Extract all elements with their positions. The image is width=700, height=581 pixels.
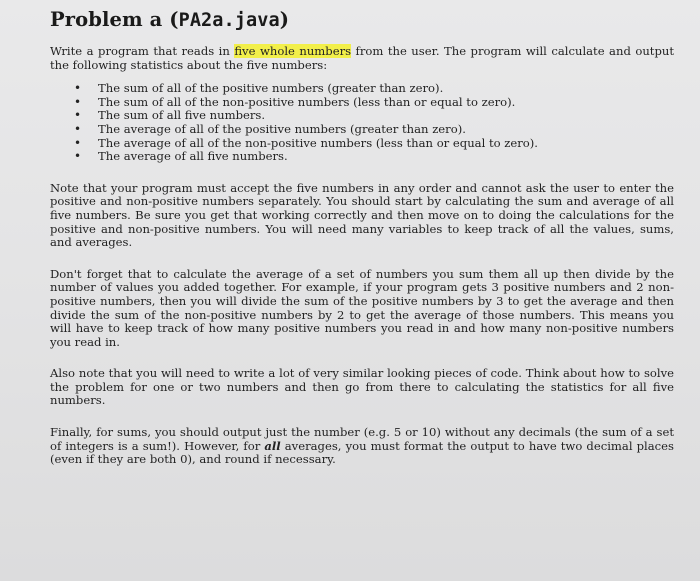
bullet-icon: • — [74, 135, 82, 150]
title-suffix: ) — [279, 8, 290, 31]
finally-paragraph — [50, 426, 674, 467]
list-item-text: The average of all of the positive numbers (greater than zero). — [98, 121, 466, 136]
bullet-icon: • — [74, 149, 82, 164]
also-note-paragraph: Also note that you will need to write a lot of very similar looking pieces of code. Think about how to solve the problem for one or two numbers and then go from there to calculating the statistics for all five numbers. — [50, 366, 674, 408]
finally-emphasis: all — [264, 438, 281, 453]
intro-before: Write a program that reads in — [50, 44, 235, 58]
bullet-icon: • — [74, 81, 82, 96]
statistics-list — [50, 82, 674, 164]
finally-before: Finally, for sums, you should output just the number (e.g. 5 or 10) without any decimals (the sum of a set of integers is a sum!). However, for — [50, 425, 674, 453]
list-item-text: The average of all five numbers. — [98, 149, 288, 164]
list-item — [74, 135, 674, 151]
intro-after: from the user. The program will calculate and output the following statistics about the five numbers: — [50, 44, 674, 72]
title-prefix: Problem a ( — [50, 8, 179, 31]
note-paragraph: Note that your program must accept the five numbers in any order and cannot ask the user to enter the positive and non-positive numbers separately. You should start by calculating the sum and average of all five numbers. Be sure you get that working correctly and then move on to doing the calculations for the positive and non-positive numbers. You will need many variables to keep track of all the values, sums, and averages. — [50, 180, 674, 250]
list-item — [74, 121, 674, 137]
list-item-text: The sum of all of the non-positive numbers (less than or equal to zero). — [98, 94, 516, 109]
title-filename: PA2a.java — [178, 10, 280, 31]
list-item — [74, 94, 674, 110]
list-item — [74, 108, 674, 123]
bullet-icon: • — [74, 108, 82, 123]
problem-title — [50, 8, 674, 31]
average-paragraph: Don't forget that to calculate the average of a set of numbers you sum them all up then divide by the number of values you added together. For example, if your program gets 3 positive numbers and 2 non-positive numbers, then you will divide the sum of the positive numbers by 3 to get the average and then divide the sum of the non-positive numbers by 2 to get the average of those numbers. This means you will have to keep track of how many positive numbers you read in and how many non-positive numbers you read in. — [50, 266, 674, 349]
bullet-icon: • — [74, 121, 82, 136]
intro-paragraph — [50, 45, 674, 72]
list-item-text: The sum of all five numbers. — [98, 108, 266, 123]
finally-after: averages, you must format the output to have two decimal places (even if they are both 0), and round if necessary. — [50, 438, 674, 467]
list-item — [74, 149, 674, 164]
list-item — [74, 81, 674, 96]
bullet-icon: • — [74, 94, 82, 109]
list-item-text: The average of all of the non-positive numbers (less than or equal to zero). — [98, 135, 538, 150]
list-item-text: The sum of all of the positive numbers (greater than zero). — [98, 81, 444, 96]
intro-highlight: five whole numbers — [234, 44, 352, 58]
